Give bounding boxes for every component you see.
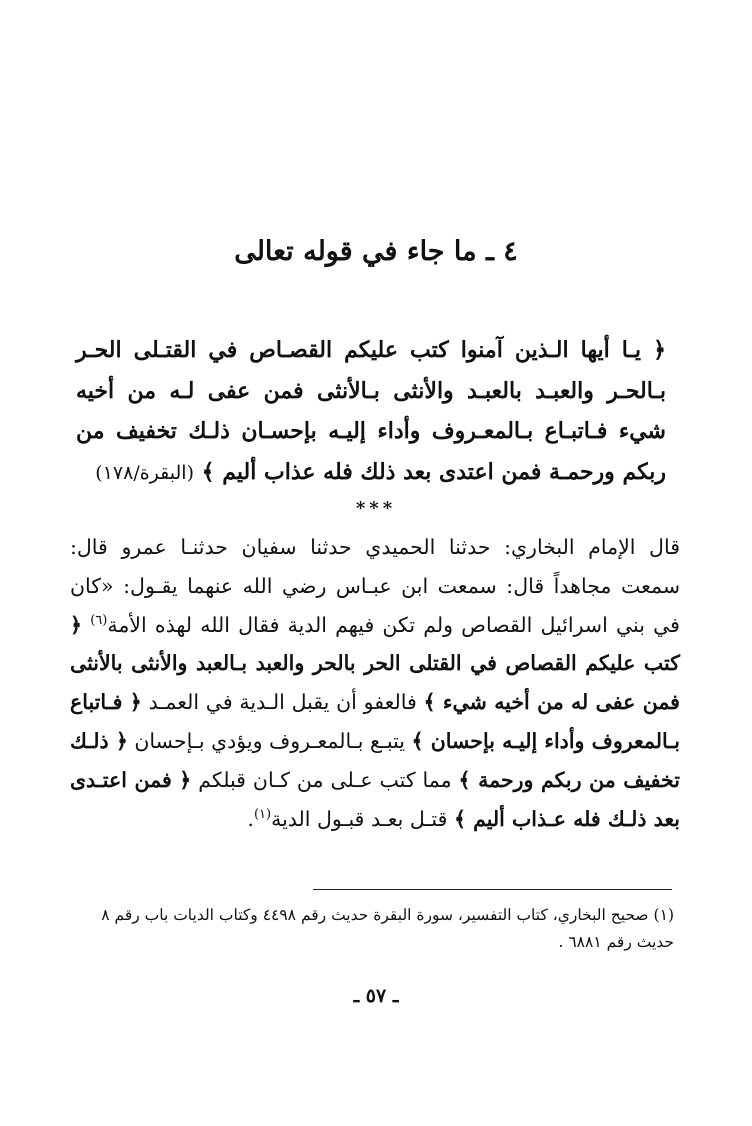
- hadith-end-period: .: [247, 806, 254, 831]
- hadith-quote-4: ﴿ فمن اعتـدى بعد ذلـك فله عـذاب أليم ﴾: [70, 767, 680, 831]
- footnote-number: (١): [653, 906, 674, 924]
- footnote: [78, 902, 674, 956]
- hadith-quote-1: ﴿ كتب عليكم القصاص في القتلى الحر بالحر والعبد بـالعبد والأنثى بالأنثى فمن عفى له من أخيه شيء ﴾: [70, 612, 680, 715]
- section-separator: ***: [355, 498, 397, 519]
- footnote-marker-6: (٦): [90, 612, 108, 628]
- page-number: ـ ٥٧ ـ: [353, 985, 399, 1007]
- verse-open-bracket: ﴿: [653, 337, 666, 363]
- quran-verse: [76, 330, 666, 493]
- chapter-title: ٤ ـ ما جاء في قوله تعالى: [234, 236, 518, 267]
- footnote-marker-1: (١): [253, 806, 272, 822]
- hadith-text: [70, 528, 680, 838]
- footnote-text: صحيح البخاري، كتاب التفسير، سورة البقرة حديث رقم ٤٤٩٨ وكتاب الديات باب رقم ٨ حديث رقم ٦٨٨١ .: [101, 906, 674, 951]
- verse-text: يـا أيها الـذين آمنوا كتب عليكم القصـاص في القتـلى الحـر بـالحـر والعبـد بالعبـد والأنثى بـالأنثى فمن عفى لـه من أخيه شيء فـاتبـاع بـالمعـروف وأداء إليـه بإحسـان ذلـك تخفيف من ربكم ورحمـة فمن اعتدى بعد ذلك فله عذاب أليم: [76, 337, 666, 485]
- hadith-ending: قتـل بعـد قبـول الدية: [271, 806, 448, 831]
- hadith-commentary-3: مما كتب عـلى من كـان قبلكم: [198, 767, 452, 792]
- hadith-intro: قال الإمام البخاري: حدثنا الحميدي حدثنا سفيان حدثنـا عمرو قال: سمعت مجاهداً قال: سمعت ابن عبـاس رضي الله عنهما يقـول: «كان في بني اسرائيل القصاص ولم تكن فيهم الدية فقال الله لهذه الأمة: [70, 535, 680, 637]
- hadith-quote-2: ﴿ فـاتباع بـالمعروف وأداء إليـه بإحسان ﴾: [70, 690, 680, 753]
- hadith-quote-3: ﴿ ذلـك تخفيف من ربكم ورحمة ﴾: [70, 728, 680, 792]
- hadith-commentary-1: فالعفو أن يقبل الـدية في العمـد: [148, 690, 417, 715]
- footnote-divider: [313, 889, 672, 890]
- verse-reference: (البقرة/١٧٨): [95, 461, 194, 484]
- verse-close-bracket: ﴾: [201, 458, 215, 485]
- hadith-commentary-2: يتبـع بـالمعـروف ويؤدي بـإحسان: [134, 728, 405, 753]
